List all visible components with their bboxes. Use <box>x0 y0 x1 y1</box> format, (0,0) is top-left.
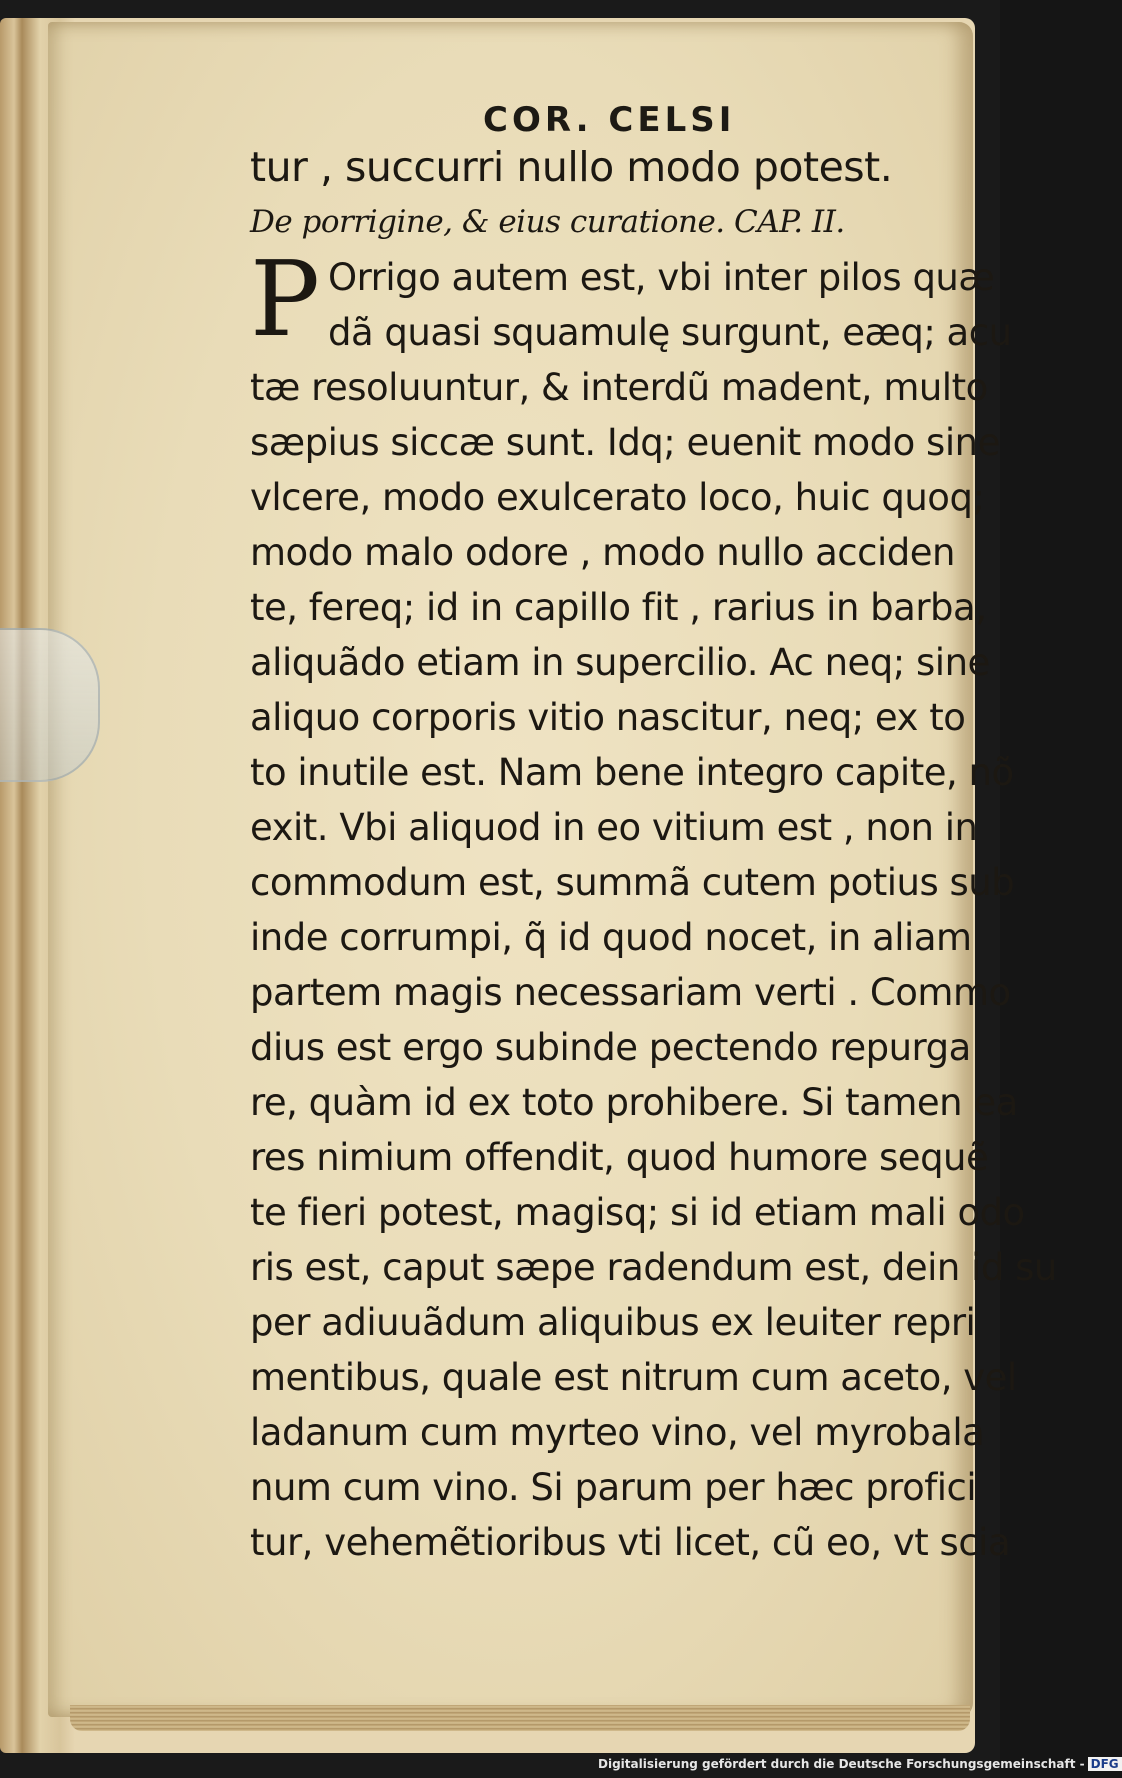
text-line: modo malo odore , modo nullo acciden <box>250 531 955 574</box>
text-line: te, fereq; id in capillo fit , rarius in barba, <box>250 586 987 629</box>
text-line: ris est, caput sæpe radendum est, dein id su <box>250 1246 1057 1289</box>
text-line: exit. Vbi aliquod in eo vitium est , non in <box>250 806 978 849</box>
text-line: dius est ergo subinde pectendo repurga <box>250 1026 971 1069</box>
text-line: aliquãdo etiam in supercilio. Ac neq; sine <box>250 641 990 684</box>
digitization-credit <box>598 1757 1119 1771</box>
page-bottom-edge <box>70 1705 970 1731</box>
text-line: per adiuuãdum aliquibus ex leuiter repri <box>250 1301 976 1344</box>
text-line: vlcere, modo exulcerato loco, huic quoq; <box>250 476 985 519</box>
text-line: Orrigo autem est, vbi inter pilos quæ <box>328 256 995 299</box>
text-line: dã quasi squamulę surgunt, eæq; acu <box>328 311 1012 354</box>
text-line: mentibus, quale est nitrum cum aceto, vel <box>250 1356 1017 1399</box>
text-line: ladanum cum myrteo vino, vel myrobala <box>250 1411 985 1454</box>
text-line: res nimium offendit, quod humore sequẽ <box>250 1136 989 1179</box>
text-line: commodum est, summã cutem potius sub <box>250 861 1015 904</box>
drop-cap: P <box>250 238 320 360</box>
text-line: inde corrumpi, q̃ id quod nocet, in aliam <box>250 916 972 959</box>
dfg-logo: DFG <box>1088 1757 1122 1771</box>
running-head: COR. CELSI <box>483 100 736 140</box>
body-text <box>250 140 1057 1570</box>
text-line: tæ resoluuntur, & interdũ madent, multo <box>250 366 988 409</box>
text-line: tur , succurri nullo modo potest. <box>250 143 893 191</box>
text-line: partem magis necessariam verti . Commo <box>250 971 1011 1014</box>
text-line: aliquo corporis vitio nascitur, neq; ex to <box>250 696 966 739</box>
credit-text: Digitalisierung gefördert durch die Deutsche Forschungsgemeinschaft - <box>598 1757 1085 1771</box>
text-line: tur, vehemẽtioribus vti licet, cũ eo, vt scia <box>250 1521 1011 1564</box>
text-line: num cum vino. Si parum per hæc profici <box>250 1466 977 1509</box>
text-line: sæpius siccæ sunt. Idq; euenit modo sine <box>250 421 1000 464</box>
plastic-page-clip <box>0 628 100 782</box>
text-line: te fieri potest, magisq; si id etiam mali odo <box>250 1191 1025 1234</box>
text-line: to inutile est. Nam bene integro capite, nõ <box>250 751 1014 794</box>
text-line: re, quàm id ex toto prohibere. Si tamen ea <box>250 1081 1018 1124</box>
chapter-heading: De porrigine, & eius curatione. CAP. II. <box>250 204 845 240</box>
